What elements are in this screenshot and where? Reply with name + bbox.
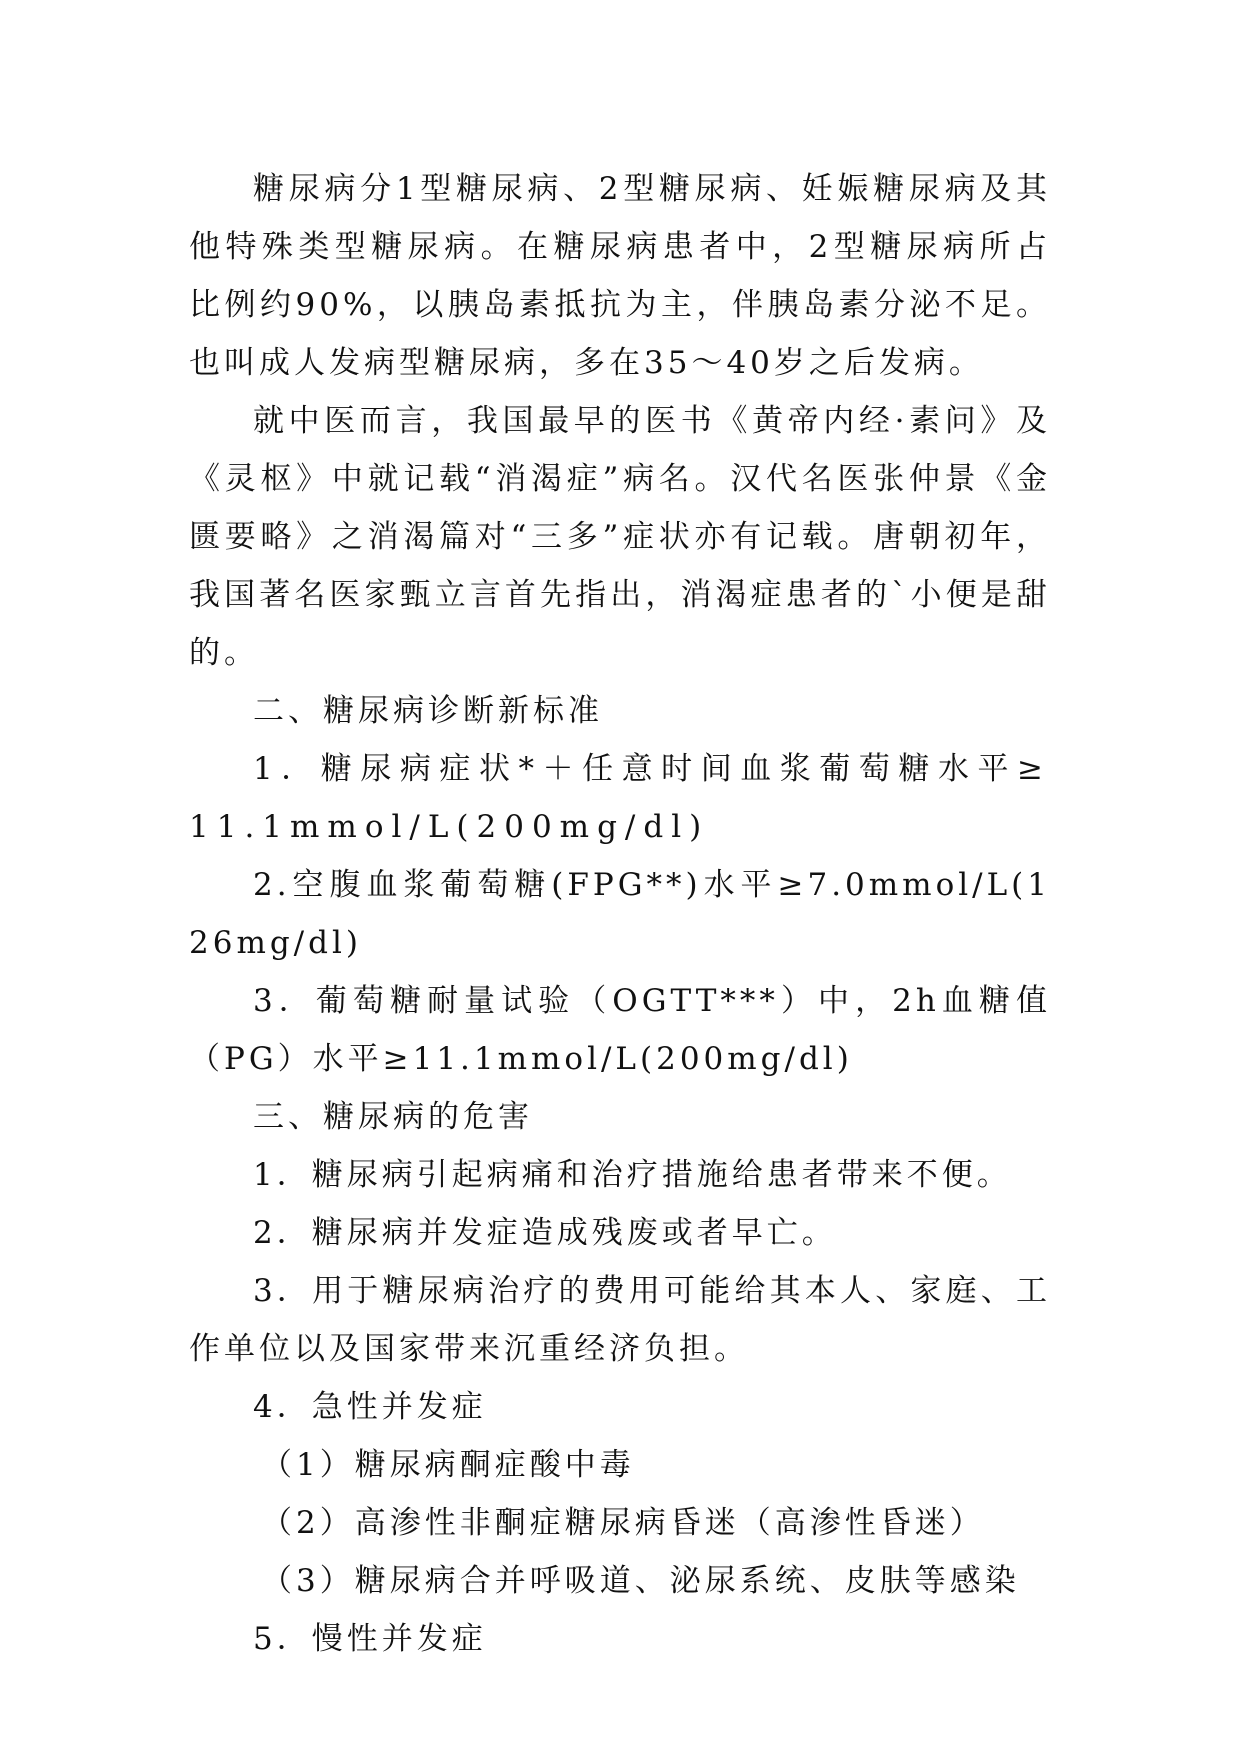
acute-complication-1: （1）糖尿病酮症酸中毒 — [261, 1447, 635, 1483]
acute-complication-2: （2）高渗性非酮症糖尿病昏迷（高渗性昏迷） — [261, 1505, 985, 1541]
diagnosis-item-3: 3．葡萄糖耐量试验（OGTT***）中，2h血糖值（PG）水平≥11.1mmol/L(200mg/dl) — [189, 983, 1051, 1077]
harm-item-3: 3．用于糖尿病治疗的费用可能给其本人、家庭、工作单位以及国家带来沉重经济负担。 — [189, 1273, 1051, 1367]
section-heading-harms: 三、糖尿病的危害 — [253, 1099, 533, 1135]
document-body — [189, 160, 1051, 1668]
paragraph-diabetes-types: 糖尿病分1型糖尿病、2型糖尿病、妊娠糖尿病及其他特殊类型糖尿病。在糖尿病患者中，2型糖尿病所占比例约90%，以胰岛素抵抗为主，伴胰岛素分泌不足。也叫成人发病型糖尿病，多在35～40岁之后发病。 — [189, 171, 1051, 381]
acute-complication-3: （3）糖尿病合并呼吸道、泌尿系统、皮肤等感染 — [261, 1563, 1020, 1599]
paragraph-tcm-history: 就中医而言，我国最早的医书《黄帝内经·素问》及《灵枢》中就记载“消渴症”病名。汉代名医张仲景《金匮要略》之消渴篇对“三多”症状亦有记载。唐朝初年，我国著名医家甄立言首先指出，消渴症患者的`小便是甜的。 — [189, 403, 1051, 671]
harm-item-2: 2．糖尿病并发症造成残废或者早亡。 — [253, 1215, 837, 1251]
harm-item-4: 4．急性并发症 — [253, 1389, 487, 1425]
diagnosis-item-2: 2.空腹血浆葡萄糖(FPG**)水平≥7.0mmol/L(126mg/dl) — [189, 867, 1051, 961]
harm-item-1: 1．糖尿病引起病痛和治疗措施给患者带来不便。 — [253, 1157, 1012, 1193]
harm-item-5: 5．慢性并发症 — [253, 1621, 487, 1657]
section-heading-diagnosis: 二、糖尿病诊断新标准 — [253, 693, 603, 729]
diagnosis-item-1: 1．糖尿病症状*＋任意时间血浆葡萄糖水平≥11.1mmol/L(200mg/dl) — [189, 751, 1051, 845]
